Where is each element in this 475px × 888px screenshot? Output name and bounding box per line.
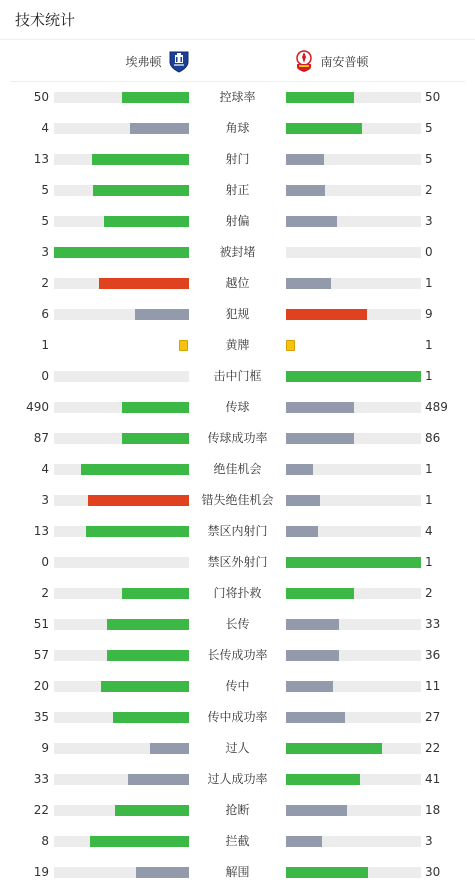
home-value: 6 — [41, 307, 49, 321]
stat-row — [0, 82, 475, 113]
yellow-card-icon — [179, 340, 188, 351]
away-bar-track — [286, 526, 421, 537]
away-value: 27 — [425, 710, 441, 724]
home-bar-fill — [104, 216, 189, 227]
home-value: 57 — [33, 648, 49, 662]
home-bar-fill — [136, 867, 189, 878]
home-bar-fill — [54, 247, 189, 258]
away-value: 3 — [425, 834, 433, 848]
away-bar-track — [286, 433, 421, 444]
home-bar-track — [54, 557, 189, 568]
away-bar-fill — [286, 154, 324, 165]
away-bar-fill — [286, 681, 333, 692]
stat-label: 传中 — [225, 679, 250, 693]
stat-row — [0, 175, 475, 206]
home-bar-fill — [135, 309, 189, 320]
away-value: 4 — [425, 524, 433, 538]
stat-row — [0, 547, 475, 578]
home-bar-fill — [99, 278, 189, 289]
stat-row — [0, 144, 475, 175]
home-bar-track — [54, 216, 189, 227]
home-bar-fill — [150, 743, 189, 754]
away-value: 9 — [425, 307, 433, 321]
stat-row — [0, 733, 475, 764]
away-value: 2 — [425, 183, 433, 197]
stat-row — [0, 454, 475, 485]
away-bar-track — [286, 557, 421, 568]
stat-label: 被封堵 — [219, 245, 256, 259]
stat-row — [0, 268, 475, 299]
away-team[interactable] — [293, 40, 369, 82]
away-value: 86 — [425, 431, 441, 445]
home-value: 35 — [33, 710, 49, 724]
away-bar-fill — [286, 309, 367, 320]
home-bar-track — [54, 774, 189, 785]
stat-label: 过人 — [225, 741, 250, 755]
home-bar-track — [54, 867, 189, 878]
stat-label: 角球 — [225, 121, 250, 135]
stat-label: 长传成功率 — [207, 648, 268, 662]
away-value: 1 — [425, 338, 433, 352]
home-value: 20 — [33, 679, 49, 693]
away-value: 22 — [425, 741, 441, 755]
away-value: 3 — [425, 214, 433, 228]
away-bar-track — [286, 743, 421, 754]
home-bar-fill — [107, 619, 189, 630]
stat-row — [0, 671, 475, 702]
home-value: 5 — [41, 183, 49, 197]
stat-label: 越位 — [225, 276, 250, 290]
away-value: 1 — [425, 555, 433, 569]
away-bar-fill — [286, 650, 339, 661]
stat-label: 解围 — [225, 865, 250, 879]
home-value: 3 — [41, 493, 49, 507]
home-bar-fill — [115, 805, 189, 816]
away-value: 1 — [425, 276, 433, 290]
stat-row — [0, 330, 475, 361]
away-bar-track — [286, 371, 421, 382]
home-bar-fill — [113, 712, 189, 723]
home-bar-track — [54, 123, 189, 134]
away-bar-track — [286, 774, 421, 785]
stat-row — [0, 237, 475, 268]
away-bar-fill — [286, 867, 368, 878]
home-bar-track — [54, 433, 189, 444]
stat-label: 控球率 — [219, 90, 256, 104]
away-bar-track — [286, 123, 421, 134]
home-team[interactable] — [125, 40, 189, 82]
stat-label: 绝佳机会 — [213, 462, 262, 476]
home-value: 22 — [33, 803, 49, 817]
away-value: 1 — [425, 462, 433, 476]
home-bar-fill — [122, 588, 190, 599]
home-value: 2 — [41, 586, 49, 600]
stat-row — [0, 392, 475, 423]
away-bar-track — [286, 836, 421, 847]
away-bar-fill — [286, 743, 382, 754]
home-value: 9 — [41, 741, 49, 755]
away-bar-track — [286, 154, 421, 165]
home-bar-track — [54, 743, 189, 754]
away-bar-track — [286, 464, 421, 475]
stat-label: 传中成功率 — [207, 710, 268, 724]
stat-row — [0, 423, 475, 454]
away-bar-track — [286, 92, 421, 103]
home-value: 1 — [41, 338, 49, 352]
away-value: 36 — [425, 648, 441, 662]
away-bar-fill — [286, 216, 337, 227]
stat-label: 犯规 — [225, 307, 250, 321]
home-bar-track — [54, 712, 189, 723]
away-bar-fill — [286, 464, 313, 475]
stat-row — [0, 516, 475, 547]
home-bar-track — [54, 619, 189, 630]
stat-label: 门将扑救 — [213, 586, 262, 600]
stat-label: 过人成功率 — [207, 772, 268, 786]
away-bar-track — [286, 712, 421, 723]
home-value: 51 — [33, 617, 49, 631]
away-bar-fill — [286, 774, 360, 785]
home-value: 19 — [33, 865, 49, 879]
stat-row — [0, 764, 475, 795]
home-bar-track — [54, 588, 189, 599]
stat-label: 黄牌 — [225, 338, 250, 352]
home-team-name: 埃弗顿 — [125, 54, 162, 69]
home-bar-track — [54, 402, 189, 413]
away-bar-track — [286, 650, 421, 661]
away-bar-fill — [286, 402, 354, 413]
home-bar-fill — [92, 154, 189, 165]
away-bar-fill — [286, 588, 354, 599]
home-value: 490 — [26, 400, 49, 414]
home-bar-track — [54, 650, 189, 661]
home-bar-fill — [81, 464, 189, 475]
home-bar-fill — [93, 185, 189, 196]
away-value: 33 — [425, 617, 441, 631]
stat-row — [0, 578, 475, 609]
away-value: 5 — [425, 152, 433, 166]
stat-row — [0, 361, 475, 392]
stat-row — [0, 113, 475, 144]
home-value: 13 — [33, 524, 49, 538]
home-bar-track — [54, 92, 189, 103]
home-bar-track — [54, 278, 189, 289]
away-team-name: 南安普顿 — [320, 54, 369, 69]
stat-label: 传球 — [225, 400, 250, 414]
everton-crest-icon — [168, 49, 190, 73]
away-value: 0 — [425, 245, 433, 259]
away-bar-track — [286, 867, 421, 878]
stat-row — [0, 609, 475, 640]
away-value: 18 — [425, 803, 441, 817]
home-value: 3 — [41, 245, 49, 259]
home-value: 50 — [33, 90, 49, 104]
home-bar-track — [54, 681, 189, 692]
home-value: 13 — [33, 152, 49, 166]
home-value: 2 — [41, 276, 49, 290]
yellow-card-icon — [286, 340, 295, 351]
stat-label: 错失绝佳机会 — [201, 493, 274, 507]
stat-row — [0, 702, 475, 733]
away-bar-fill — [286, 619, 339, 630]
away-value: 41 — [425, 772, 441, 786]
away-bar-track — [286, 495, 421, 506]
home-value: 0 — [41, 555, 49, 569]
teams-header — [10, 40, 465, 82]
stat-label: 禁区外射门 — [207, 555, 268, 569]
stats-table — [0, 82, 475, 888]
home-bar-track — [54, 309, 189, 320]
away-value: 1 — [425, 493, 433, 507]
home-bar-fill — [128, 774, 189, 785]
away-bar-track — [286, 588, 421, 599]
stat-row — [0, 857, 475, 888]
home-bar-fill — [122, 402, 190, 413]
away-value: 5 — [425, 121, 433, 135]
away-bar-fill — [286, 557, 421, 568]
away-bar-fill — [286, 92, 354, 103]
away-bar-track — [286, 278, 421, 289]
stat-label: 射门 — [225, 152, 250, 166]
home-bar-track — [54, 154, 189, 165]
away-bar-track — [286, 805, 421, 816]
stat-label: 射正 — [225, 183, 250, 197]
away-bar-track — [286, 247, 421, 258]
stat-row — [0, 206, 475, 237]
away-value: 1 — [425, 369, 433, 383]
away-bar-track — [286, 309, 421, 320]
away-bar-fill — [286, 371, 421, 382]
away-bar-track — [286, 681, 421, 692]
stat-row — [0, 485, 475, 516]
home-bar-fill — [88, 495, 189, 506]
stat-row — [0, 826, 475, 857]
away-bar-track — [286, 619, 421, 630]
stat-label: 击中门框 — [213, 369, 262, 383]
home-bar-fill — [86, 526, 189, 537]
away-bar-track — [286, 185, 421, 196]
home-value: 5 — [41, 214, 49, 228]
home-bar-fill — [130, 123, 189, 134]
home-bar-track — [54, 247, 189, 258]
away-value: 2 — [425, 586, 433, 600]
away-bar-fill — [286, 526, 318, 537]
home-value: 4 — [41, 121, 49, 135]
home-bar-track — [54, 526, 189, 537]
away-bar-fill — [286, 712, 345, 723]
southampton-crest-icon — [293, 49, 315, 73]
home-bar-fill — [122, 92, 190, 103]
stat-row — [0, 795, 475, 826]
home-value: 0 — [41, 369, 49, 383]
home-bar-fill — [107, 650, 189, 661]
away-bar-fill — [286, 836, 322, 847]
stat-label: 长传 — [225, 617, 250, 631]
away-bar-fill — [286, 278, 331, 289]
stat-label: 传球成功率 — [207, 431, 268, 445]
home-bar-track — [54, 836, 189, 847]
home-value: 8 — [41, 834, 49, 848]
home-value: 33 — [33, 772, 49, 786]
stat-label: 射偏 — [225, 214, 250, 228]
home-bar-track — [54, 371, 189, 382]
away-bar-track — [286, 402, 421, 413]
away-bar-fill — [286, 185, 325, 196]
away-bar-track — [286, 216, 421, 227]
page-header — [0, 0, 475, 40]
stat-row — [0, 299, 475, 330]
home-bar-track — [54, 805, 189, 816]
stat-row — [0, 640, 475, 671]
home-bar-track — [54, 464, 189, 475]
away-value: 11 — [425, 679, 441, 693]
stat-label: 抢断 — [225, 803, 250, 817]
home-bar-fill — [122, 433, 190, 444]
away-value: 30 — [425, 865, 441, 879]
home-bar-fill — [90, 836, 189, 847]
home-value: 4 — [41, 462, 49, 476]
away-bar-fill — [286, 495, 320, 506]
home-bar-track — [54, 495, 189, 506]
home-value: 87 — [33, 431, 49, 445]
home-bar-fill — [101, 681, 189, 692]
away-bar-fill — [286, 123, 362, 134]
away-bar-fill — [286, 433, 354, 444]
away-bar-fill — [286, 805, 347, 816]
home-bar-track — [54, 185, 189, 196]
stat-label: 禁区内射门 — [207, 524, 268, 538]
page-title: 技术统计 — [15, 11, 76, 29]
away-value: 489 — [425, 400, 448, 414]
away-value: 50 — [425, 90, 441, 104]
stat-label: 拦截 — [225, 834, 250, 848]
